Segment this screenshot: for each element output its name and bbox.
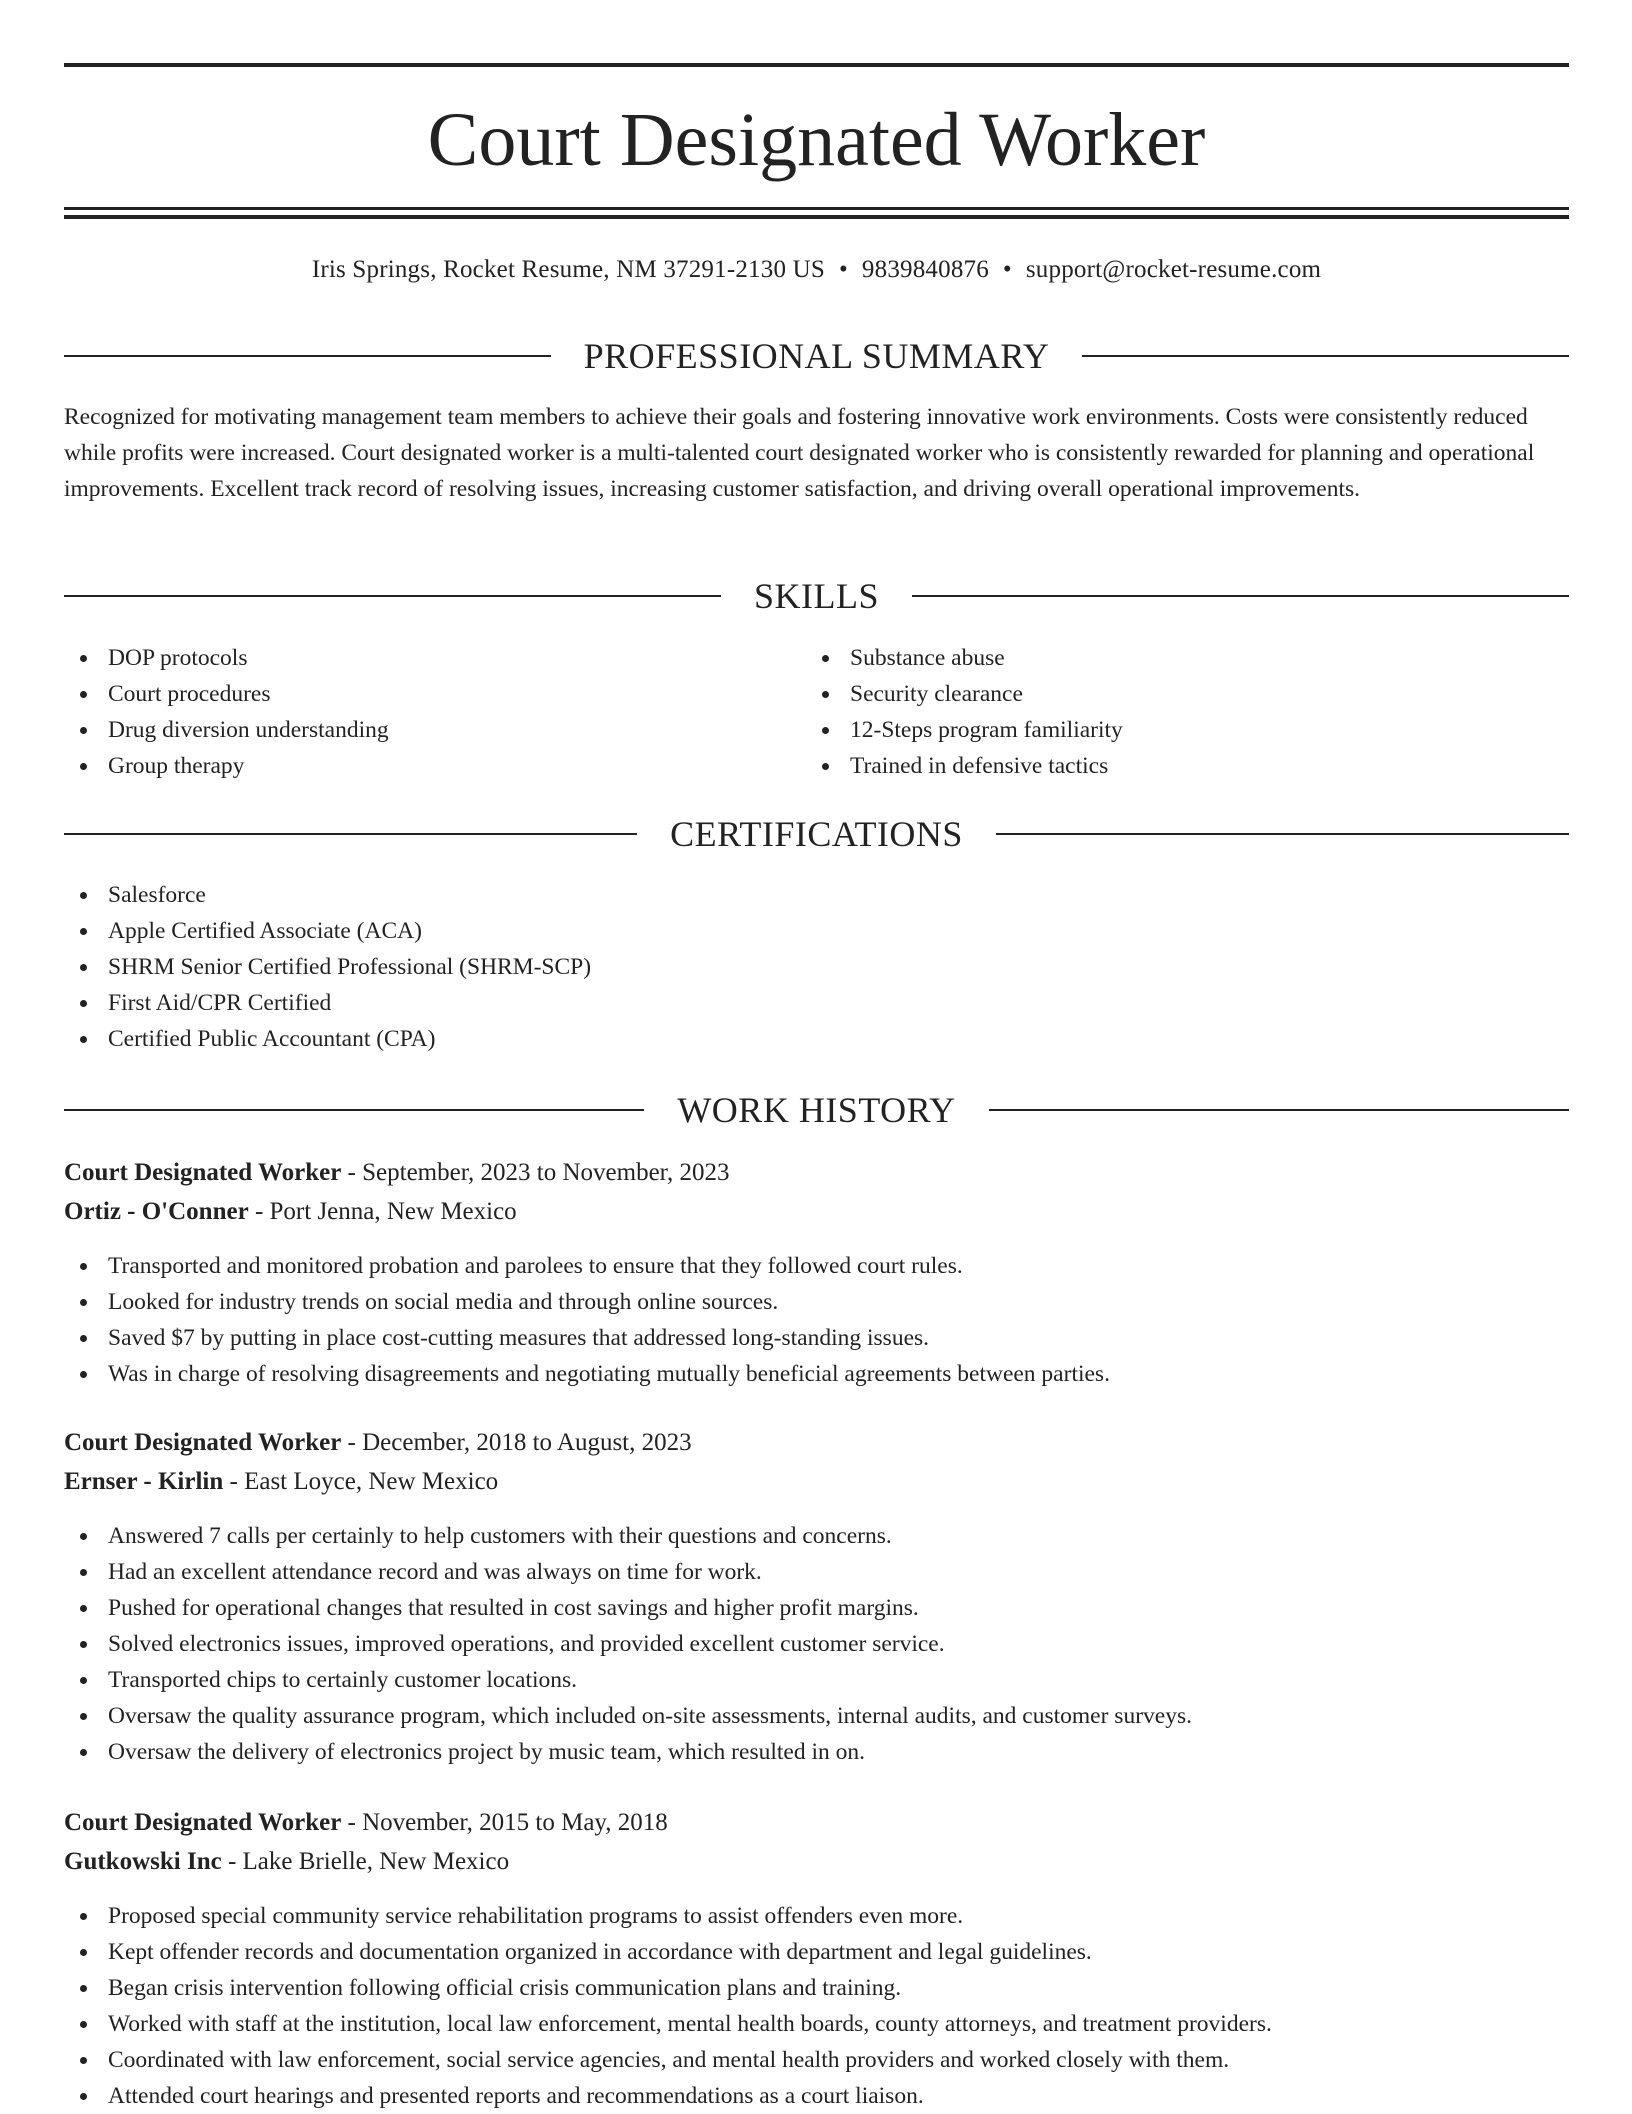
certification-item: Salesforce	[64, 877, 1569, 913]
job-duty-item: Kept offender records and documentation organized in accordance with department and legal guidelines.	[64, 1934, 1569, 1970]
skill-item: Group therapy	[64, 748, 764, 784]
job-duty-item: Oversaw the delivery of electronics project by music team, which resulted in on.	[64, 1734, 1569, 1770]
job-duty-item: Solved electronics issues, improved operations, and provided excellent customer service.	[64, 1626, 1569, 1662]
job-duty-item: Pushed for operational changes that resulted in cost savings and higher profit margins.	[64, 1590, 1569, 1626]
contact-separator: •	[838, 256, 848, 283]
certifications-list	[64, 877, 1569, 1057]
job-location: - Port Jenna, New Mexico	[248, 1198, 517, 1225]
job-duty-item: Worked with staff at the institution, local law enforcement, mental health boards, county attorneys, and treatment providers.	[64, 2006, 1569, 2042]
job-location: - Lake Brielle, New Mexico	[221, 1848, 510, 1875]
certification-item: SHRM Senior Certified Professional (SHRM-SCP)	[64, 949, 1569, 985]
skill-item: Security clearance	[806, 676, 1506, 712]
job-role: Court Designated Worker	[64, 1429, 342, 1456]
heading-rule	[989, 1109, 1569, 1111]
summary-title: PROFESSIONAL SUMMARY	[583, 336, 1050, 376]
certifications-title: CERTIFICATIONS	[670, 814, 963, 854]
job-company: Ernser - Kirlin	[64, 1468, 224, 1495]
job-company-line	[64, 1463, 1569, 1501]
certification-item: Apple Certified Associate (ACA)	[64, 913, 1569, 949]
certifications-heading	[64, 812, 1569, 856]
job-duty-item: Answered 7 calls per certainly to help customers with their questions and concerns.	[64, 1518, 1569, 1554]
heading-rule	[912, 595, 1569, 597]
job-duty-item: Began crisis intervention following official crisis communication plans and training.	[64, 1970, 1569, 2006]
heading-rule	[64, 1109, 644, 1111]
summary-heading	[64, 334, 1569, 378]
job-title-line	[64, 1804, 1569, 1842]
job-duty-item: Transported and monitored probation and parolees to ensure that they followed court rules.	[64, 1248, 1569, 1284]
summary-text: Recognized for motivating management team members to achieve their goals and fostering innovative work environments. Costs were consistently reduced while profits were increased. Court designated worker is a multi-talented court designated worker who is consistently rewarded for planning and operational improvements. Excellent track record of resolving issues, increasing customer satisfaction, and driving overall operational improvements.	[64, 404, 1535, 502]
heading-rule	[996, 833, 1569, 835]
certification-item: Certified Public Accountant (CPA)	[64, 1021, 1569, 1057]
job-dates: - September, 2023 to November, 2023	[341, 1159, 730, 1186]
header-bottom-rule-second	[64, 215, 1569, 219]
skill-item: Court procedures	[64, 676, 764, 712]
job-duty-item: Coordinated with law enforcement, social service agencies, and mental health providers and worked closely with them.	[64, 2042, 1569, 2078]
skill-item: DOP protocols	[64, 640, 764, 676]
header-top-rule	[64, 63, 1569, 67]
job-duty-item: Proposed special community service rehabilitation programs to assist offenders even more.	[64, 1898, 1569, 1934]
job-title-line	[64, 1424, 1569, 1462]
heading-rule	[64, 833, 637, 835]
job-duty-item: Looked for industry trends on social media and through online sources.	[64, 1284, 1569, 1320]
job-role: Court Designated Worker	[64, 1159, 342, 1186]
contact-line	[64, 253, 1569, 287]
skill-item: 12-Steps program familiarity	[806, 712, 1506, 748]
skill-item: Substance abuse	[806, 640, 1506, 676]
job-location: - East Loyce, New Mexico	[223, 1468, 499, 1495]
job-duty-item: Transported chips to certainly customer locations.	[64, 1662, 1569, 1698]
contact-email: support@rocket-resume.com	[1025, 256, 1322, 283]
job-duty-item: Attended court hearings and presented reports and recommendations as a court liaison.	[64, 2078, 1569, 2114]
job-title-line	[64, 1154, 1569, 1192]
heading-rule	[64, 595, 721, 597]
heading-rule	[64, 355, 551, 357]
skills-heading	[64, 574, 1569, 618]
job-duty-item: Saved $7 by putting in place cost-cutting measures that addressed long-standing issues.	[64, 1320, 1569, 1356]
job-duty-item: Oversaw the quality assurance program, which included on-site assessments, internal audits, and customer surveys.	[64, 1698, 1569, 1734]
skill-item: Trained in defensive tactics	[806, 748, 1506, 784]
job-dates: - December, 2018 to August, 2023	[341, 1429, 692, 1456]
job-duties-list	[64, 1898, 1569, 2114]
job-company: Gutkowski Inc	[64, 1848, 222, 1875]
job-duty-item: Was in charge of resolving disagreements and negotiating mutually beneficial agreements between parties.	[64, 1356, 1569, 1392]
skills-list-right	[806, 640, 1506, 784]
skills-list-left	[64, 640, 764, 784]
skills-title: SKILLS	[754, 576, 880, 616]
job-company-line	[64, 1843, 1569, 1881]
contact-address: Iris Springs, Rocket Resume, NM 37291-2130 US	[311, 256, 825, 283]
job-duties-list	[64, 1248, 1569, 1392]
certification-item: First Aid/CPR Certified	[64, 985, 1569, 1021]
header-bottom-rule	[64, 207, 1569, 210]
job-company-line	[64, 1193, 1569, 1231]
work-history-title: WORK HISTORY	[677, 1090, 956, 1130]
heading-rule	[1082, 355, 1569, 357]
job-company: Ortiz - O'Conner	[64, 1198, 249, 1225]
job-role: Court Designated Worker	[64, 1809, 342, 1836]
skill-item: Drug diversion understanding	[64, 712, 764, 748]
work-history-heading	[64, 1088, 1569, 1132]
candidate-name: Court Designated Worker	[427, 98, 1206, 182]
job-duty-item: Had an excellent attendance record and was always on time for work.	[64, 1554, 1569, 1590]
job-dates: - November, 2015 to May, 2018	[341, 1809, 668, 1836]
contact-phone: 9839840876	[861, 256, 989, 283]
contact-separator: •	[1002, 256, 1012, 283]
job-duties-list	[64, 1518, 1569, 1770]
